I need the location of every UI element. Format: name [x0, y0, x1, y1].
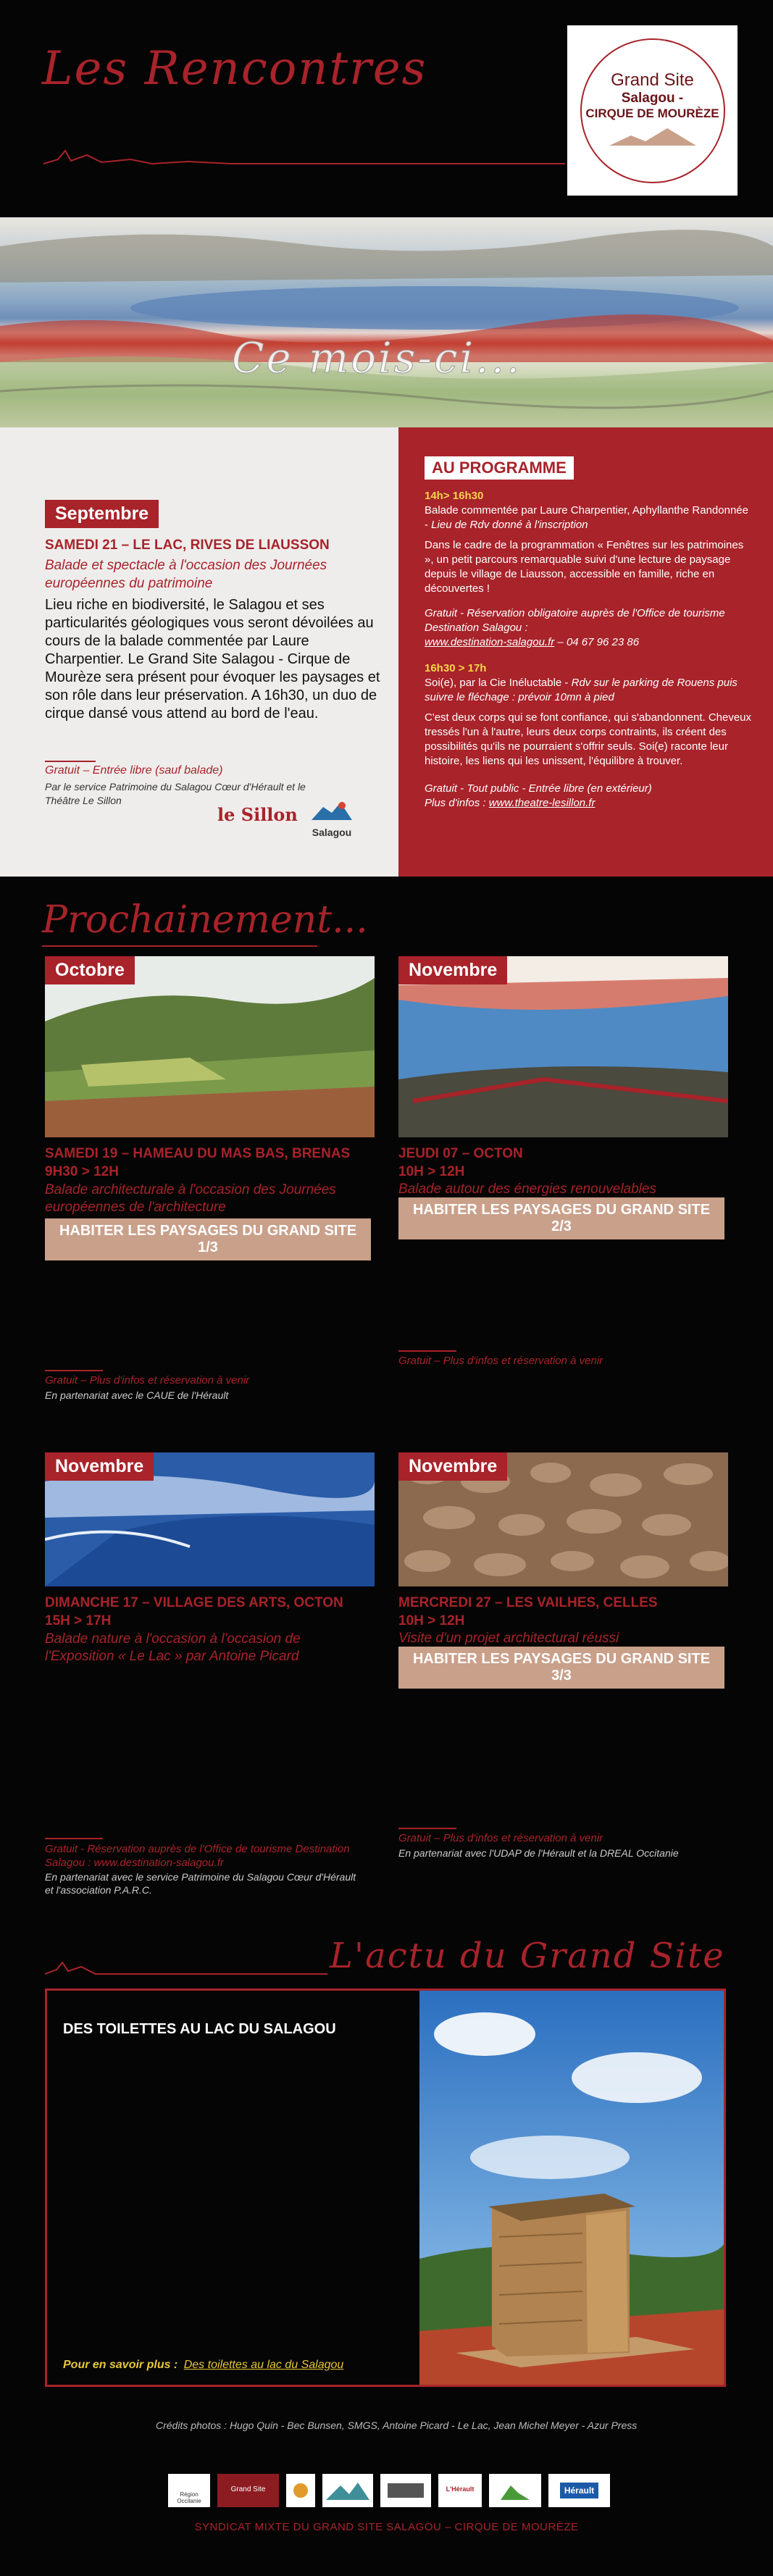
programme-heading: AU PROGRAMME [425, 456, 574, 480]
september-event-title: SAMEDI 21 – LE LAC, RIVES DE LIAUSSON [45, 538, 330, 553]
logo-sun-icon [286, 2474, 315, 2507]
destination-salagou-link[interactable]: www.destination-salagou.fr [425, 636, 555, 648]
programme-p4 [425, 676, 752, 705]
logo-salagou [303, 798, 361, 838]
event1-badge: HABITER LES PAYSAGES DU GRAND SITE 1/3 [45, 1218, 371, 1260]
september-body: Lieu riche en biodiversité, le Salagou et ses particularités géologiques vous seront dévoilées au cours de la balade commentée par Laure Charpentier. Le Grand Site Salagou - Cirque de Mourèze sera présent pour évoquer les paysages et son rôle dans leur préservation. A 16h30, un duo de cirque dansé vous attend au bord de l'eau. [45, 597, 380, 722]
divider [398, 1350, 456, 1352]
programme-p1-text: Balade commentée par Laure Charpentier, Aphyllanthe Randonnée - [425, 504, 748, 531]
footer-credits: Crédits photos : Hugo Quin - Bec Bunsen, SMGS, Antoine Picard - Le Lac, Jean Michel Meyer - Azur Press [156, 2420, 638, 2431]
event2-title: JEUDI 07 – OCTON [398, 1146, 523, 1161]
event1-title: SAMEDI 19 – HAMEAU DU MAS BAS, BRENAS [45, 1146, 351, 1161]
tag-novembre: Novembre [398, 1452, 507, 1481]
logo-grand-site-de-france-icon [489, 2474, 541, 2507]
hero-overlay-text: Ce mois-ci... [232, 333, 522, 382]
actu-more-link[interactable]: Des toilettes au lac du Salagou [183, 2359, 344, 2371]
tag-novembre: Novembre [45, 1452, 154, 1481]
programme-p4-italic: Rdv sur le parking de Rouens puis suivre le fléchage : prévoir 10mn à pied [425, 677, 738, 703]
hero-image [0, 217, 773, 427]
partner-logos [168, 2474, 610, 2507]
footer-org: SYNDICAT MIXTE DU GRAND SITE SALAGOU – CIRQUE DE MOURÈZE [194, 2521, 579, 2533]
programme-p1 [425, 503, 752, 532]
tag-novembre: Novembre [398, 956, 507, 984]
title-underline [42, 943, 317, 949]
event-card-3 [45, 1452, 375, 1902]
logo-region-icon: Région Occitanie [168, 2474, 210, 2507]
event2-price: Gratuit – Plus d'infos et réservation à venir [398, 1355, 603, 1367]
event1-sub: Balade architecturale à l'occasion des Journées européennes de l'architecture [45, 1182, 336, 1215]
logo-herault-departement-icon: L'Hérault [438, 2474, 482, 2507]
tag-september: Septembre [45, 500, 159, 528]
event1-price: Gratuit – Plus d'infos et réservation à venir [45, 1374, 250, 1387]
divider [398, 1828, 456, 1829]
event-card-2 [398, 956, 728, 1405]
landscape-icon [609, 121, 696, 150]
event-card-1 [45, 956, 375, 1405]
september-price: Gratuit – Entrée libre (sauf balade) [45, 764, 223, 777]
programme-time1: 14h> 16h30 [425, 490, 484, 502]
actu-more [63, 2359, 343, 2372]
programme-p7-label: Plus d'infos : [425, 797, 489, 809]
logo-herault-icon [548, 2474, 610, 2507]
logo-landscape-icon [322, 2474, 373, 2507]
logo-grand-site [567, 25, 738, 196]
actu-box [45, 1989, 726, 2387]
actu-headline: DES TOILETTES AU LAC DU SALAGOU [63, 2021, 336, 2037]
salagou-logo-icon [310, 798, 354, 823]
event4-sub: Visite d'un projet architectural réussi [398, 1631, 619, 1646]
logo-le-sillon: le Sillon [217, 804, 298, 825]
event4-badge: HABITER LES PAYSAGES DU GRAND SITE 3/3 [398, 1647, 724, 1689]
event3-partner: En partenariat avec le service Patrimoine du Salagou Cœur d'Hérault et l'association P.A.R.C. [45, 1871, 356, 1896]
divider [45, 1838, 103, 1839]
event-card-4 [398, 1452, 728, 1902]
september-section [0, 427, 398, 877]
event3-price: Gratuit - Réservation auprès de l'Office de tourisme Destination Salagou : www.destination-salagou.fr [45, 1843, 350, 1869]
tag-octobre: Octobre [45, 956, 135, 984]
actu-photo [419, 1991, 724, 2385]
divider [45, 761, 96, 762]
event1-time: 9H30 > 12H [45, 1164, 119, 1179]
logo-line3: CIRQUE DE MOURÈZE [585, 106, 719, 120]
event4-title: MERCREDI 27 – LES VAILHES, CELLES [398, 1595, 658, 1610]
event1-partner: En partenariat avec le CAUE de l'Hérault [45, 1389, 229, 1401]
programme-p7 [425, 796, 752, 811]
mountain-sketch-icon [45, 1960, 327, 1981]
programme-p4-text: Soi(e), par la Cie Inéluctable - [425, 677, 572, 689]
logo-generic-icon [380, 2474, 431, 2507]
programme-section [398, 427, 773, 877]
event2-badge: HABITER LES PAYSAGES DU GRAND SITE 2/3 [398, 1197, 724, 1239]
event3-sub: Balade nature à l'occasion à l'occasion de l'Exposition « Le Lac » par Antoine Picard [45, 1631, 301, 1664]
logo-line1: Grand Site [611, 70, 694, 90]
hero-painting [0, 217, 773, 427]
logo-grand-site-icon: Grand Site [217, 2474, 279, 2507]
event4-time: 10H > 12H [398, 1613, 465, 1628]
mountain-sketch-icon [43, 145, 565, 174]
programme-p3-line [425, 635, 752, 650]
prochainement-title: Prochainement... [42, 898, 368, 942]
event3-time: 15H > 17H [45, 1613, 112, 1628]
logo-salagou-label: Salagou [312, 827, 352, 838]
divider [45, 1370, 103, 1371]
programme-p5: C'est deux corps qui se font confiance, qui s'abandonnent. Cheveux tressés l'un à l'autre, leurs deux corps contraints, ils créent des possibilités qu'ils ne pourraient s'offrir seuls. Soi(e) raconte leur histoire, les liens qui les unissent, l'équilibre à trouver. [425, 711, 752, 767]
header-title: Les Rencontres [42, 42, 427, 96]
header [0, 0, 773, 217]
programme-p2: Dans le cadre de la programmation « Fenêtres sur les patrimoines », un petit parcours remarquable suivi d'une lecture de paysage depuis le village de Liausson, accessible en famille, riche en découvertes ! [425, 539, 744, 595]
programme-p3: Gratuit - Réservation obligatoire auprès de l'Office de tourisme Destination Salagou : [425, 607, 725, 634]
event4-price: Gratuit – Plus d'infos et réservation à venir [398, 1832, 603, 1844]
actu-more-label: Pour en savoir plus : [63, 2359, 178, 2371]
programme-p6: Gratuit - Tout public - Entrée libre (en extérieur) [425, 782, 652, 795]
programme-phone: – 04 67 96 23 86 [554, 636, 640, 648]
september-partners: Par le service Patrimoine du Salagou Cœur d'Hérault et le Théâtre Le Sillon [45, 781, 306, 806]
event3-title: DIMANCHE 17 – VILLAGE DES ARTS, OCTON [45, 1595, 343, 1610]
programme-p1-italic: Lieu de Rdv donné à l'inscription [431, 519, 588, 531]
event4-partner: En partenariat avec l'UDAP de l'Hérault et la DREAL Occitanie [398, 1847, 679, 1859]
actu-title: L'actu du Grand Site [330, 1936, 725, 1976]
event2-sub: Balade autour des énergies renouvelables [398, 1182, 656, 1197]
event2-time: 10H > 12H [398, 1164, 465, 1179]
logo-herault-label: Hérault [560, 2483, 598, 2498]
programme-time2: 16h30 > 17h [425, 662, 487, 674]
september-event-sub: Balade et spectacle à l'occasion des Journées européennes du patrimoine [45, 558, 327, 591]
logo-line2: Salagou - [621, 90, 684, 106]
theatre-sillon-link[interactable]: www.theatre-lesillon.fr [488, 797, 596, 809]
